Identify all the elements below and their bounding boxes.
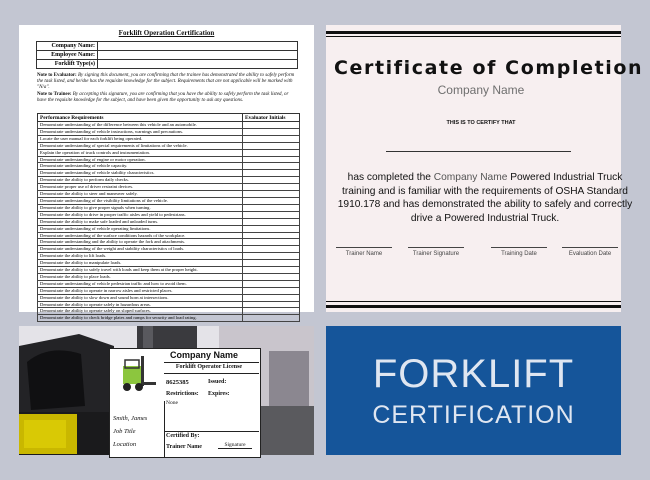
operator-license-card <box>109 348 261 458</box>
evaluator-initials-cell <box>243 239 300 246</box>
requirement-row <box>38 246 300 253</box>
evaluator-initials-cell <box>243 128 300 135</box>
training-date-line: Training Date <box>491 247 547 257</box>
requirement-text: Demonstrate understanding of the weight and stability characteristics of loads. <box>38 246 243 253</box>
issued-label: Issued: <box>208 379 227 385</box>
requirement-row <box>38 301 300 308</box>
requirement-text: Demonstrate proper use of driver restraint devices. <box>38 184 243 191</box>
signature-row <box>326 247 646 267</box>
requirement-text: Demonstrate understanding of vehicle instructions, warnings and precautions. <box>38 128 243 135</box>
requirement-row <box>38 204 300 211</box>
requirement-row <box>38 287 300 294</box>
requirement-row <box>38 135 300 142</box>
requirement-text: Demonstrate the ability to lift loads. <box>38 253 243 260</box>
requirement-text: Demonstrate understanding of vehicle stability characteristics. <box>38 170 243 177</box>
requirement-row <box>38 122 300 129</box>
trainer-name-line: Trainer Name <box>336 247 392 257</box>
evaluation-date-line: Evaluation Date <box>562 247 618 257</box>
form-header-fields <box>36 41 298 69</box>
requirements-table <box>37 113 300 322</box>
company-name-value <box>98 42 298 51</box>
forklift-type-label: Forklift Type(s) <box>37 60 98 69</box>
expires-label: Expires: <box>208 391 230 397</box>
banner-title: FORKLIFT <box>372 352 575 396</box>
evaluator-initials-cell <box>243 232 300 239</box>
requirement-row <box>38 149 300 156</box>
evaluator-initials-cell <box>243 267 300 274</box>
requirement-text: Demonstrate understanding of vehicle operating limitations. <box>38 225 243 232</box>
license-divider <box>164 373 259 374</box>
evaluator-initials-cell <box>243 218 300 225</box>
requirement-text: Demonstrate understanding and the ability to operate the fork and attachments. <box>38 239 243 246</box>
requirement-row <box>38 156 300 163</box>
signature-label: Signature <box>218 442 252 449</box>
certificate-image <box>326 25 644 312</box>
bottom-border-rule-thin <box>326 301 621 302</box>
requirement-row <box>38 163 300 170</box>
requirement-row <box>38 184 300 191</box>
evaluator-initials-cell <box>243 156 300 163</box>
evaluator-initials-cell <box>243 315 300 322</box>
license-photo-image <box>19 326 314 455</box>
evaluator-initials-cell <box>243 280 300 287</box>
body-line2: training and is familiar with the requirements of OSHA Standard <box>342 185 628 197</box>
restrictions-label: Restrictions: <box>166 391 199 397</box>
requirement-text: Demonstrate the ability to check bridge plates and ramps for security and load rating. <box>38 315 243 322</box>
evaluator-initials-cell <box>243 301 300 308</box>
license-vertical-divider <box>164 401 165 457</box>
note-evaluator-label: Note to Evaluator: <box>37 73 77 78</box>
requirement-text: Demonstrate understanding of vehicle capacity. <box>38 163 243 170</box>
evaluation-form-image <box>19 25 314 321</box>
requirement-row <box>38 253 300 260</box>
requirement-text: Demonstrate the ability to make safe loaded and unloaded turns. <box>38 218 243 225</box>
body-line3: 1910.178 and has demonstrated the ability to safely and correctly <box>337 199 633 210</box>
certified-by-label: Certified By: <box>166 433 200 439</box>
company-name-label: Company Name: <box>37 42 98 51</box>
requirement-row <box>38 170 300 177</box>
column-header-initials: Evaluator Initials <box>243 114 300 122</box>
evaluator-initials-cell <box>243 246 300 253</box>
requirement-row <box>38 211 300 218</box>
requirement-text: Demonstrate understanding of the visibility limitations of the vehicle. <box>38 197 243 204</box>
license-company-name: Company Name <box>170 350 239 360</box>
evaluator-initials-cell <box>243 122 300 129</box>
requirement-text: Demonstrate the ability to operate in narrow aisles and restricted places. <box>38 287 243 294</box>
location: Location <box>113 441 137 448</box>
requirement-text: Demonstrate the ability to steer and maneuver safely. <box>38 191 243 198</box>
evaluator-initials-cell <box>243 184 300 191</box>
forklift-type-value <box>98 60 298 69</box>
requirement-text: Demonstrate understanding of the surface conditions hazards of the workplace. <box>38 232 243 239</box>
requirement-row <box>38 273 300 280</box>
requirement-text: Demonstrate the ability to drive in proper traffic aisles and yield to pedestrians. <box>38 211 243 218</box>
requirement-row <box>38 218 300 225</box>
evaluator-initials-cell <box>243 273 300 280</box>
requirement-row <box>38 177 300 184</box>
evaluator-initials-cell <box>243 197 300 204</box>
forklift-certification-banner <box>326 326 621 455</box>
body-company: Company Name <box>433 172 508 183</box>
evaluator-initials-cell <box>243 170 300 177</box>
evaluator-initials-cell <box>243 308 300 315</box>
requirement-text: Demonstrate understanding of special requirements of limitations of the vehicle. <box>38 142 243 149</box>
trainer-signature-line: Trainer Signature <box>408 247 464 257</box>
top-border-rule-thin <box>326 36 621 37</box>
employee-name-value <box>98 51 298 60</box>
body-line1-post: Powered Industrial Truck <box>507 172 623 183</box>
requirement-text: Demonstrate the ability to give proper signals when turning. <box>38 204 243 211</box>
note-trainee-label: Note to Trainee: <box>37 91 72 97</box>
requirement-row <box>38 142 300 149</box>
requirement-row <box>38 308 300 315</box>
requirement-row <box>38 280 300 287</box>
requirement-text: Demonstrate the ability to slow down and sound horn at intersections. <box>38 294 243 301</box>
trainer-name-label: Trainer Name <box>166 444 202 450</box>
evaluator-initials-cell <box>243 287 300 294</box>
evaluator-initials-cell <box>243 260 300 267</box>
requirement-text: Demonstrate the ability to operate safely on sloped surfaces. <box>38 308 243 315</box>
employee-name: Smith, James <box>113 415 148 422</box>
evaluator-initials-cell <box>243 204 300 211</box>
recipient-name-line <box>386 151 571 152</box>
evaluator-initials-cell <box>243 163 300 170</box>
requirement-row <box>38 267 300 274</box>
top-border-rule <box>326 31 621 34</box>
requirement-row <box>38 232 300 239</box>
evaluator-initials-cell <box>243 149 300 156</box>
license-number: 8625385 <box>166 379 189 386</box>
evaluator-initials-cell <box>243 191 300 198</box>
license-divider <box>164 362 259 363</box>
column-header-requirements: Performance Requirements <box>38 114 243 122</box>
evaluator-initials-cell <box>243 294 300 301</box>
requirement-row <box>38 294 300 301</box>
requirement-text: Demonstrate the ability to place loads. <box>38 273 243 280</box>
body-line1-pre: has completed the <box>347 172 434 183</box>
requirement-row <box>38 225 300 232</box>
certify-text: THIS IS TO CERTIFY THAT <box>446 120 516 126</box>
forklift-icon <box>113 352 159 398</box>
requirement-text: Demonstrate the ability to manipulate loads. <box>38 260 243 267</box>
form-notes <box>37 73 299 104</box>
requirement-row <box>38 197 300 204</box>
certificate-title: Certificate of Completion <box>334 57 644 79</box>
certificate-body <box>320 171 650 225</box>
body-line4: drive a Powered Industrial Truck. <box>410 212 560 224</box>
employee-info <box>113 412 147 451</box>
license-title: Forklift Operator License <box>175 364 243 370</box>
requirement-row <box>38 315 300 322</box>
requirement-text: Demonstrate understanding of vehicle pedestrian traffic and how to avoid them. <box>38 280 243 287</box>
license-divider <box>164 431 259 432</box>
requirement-row <box>38 128 300 135</box>
requirement-text: Demonstrate the ability to operate safely in hazardous areas. <box>38 301 243 308</box>
job-title: Job Title <box>113 428 136 435</box>
requirement-text: Explain the operation of truck controls and instrumentation. <box>38 149 243 156</box>
employee-name-label: Employee Name: <box>37 51 98 60</box>
evaluator-initials-cell <box>243 225 300 232</box>
requirements-body <box>38 122 300 322</box>
requirement-row <box>38 191 300 198</box>
requirement-row <box>38 260 300 267</box>
banner-subtitle: CERTIFICATION <box>372 401 575 429</box>
evaluator-initials-cell <box>243 211 300 218</box>
evaluator-initials-cell <box>243 177 300 184</box>
requirement-row <box>38 239 300 246</box>
evaluator-initials-cell <box>243 253 300 260</box>
restrictions-value: None <box>166 400 178 406</box>
requirement-text: Demonstrate understanding of the difference between this vehicle and an automobile. <box>38 122 243 129</box>
certificate-company: Company Name <box>437 83 525 97</box>
note-trainee-text: By accepting this signature, you are confirming that you have the ability to safely perform the task listed, or have the requisite knowledge for the subject, and have been given the opportunity to ask any questions. <box>37 91 289 103</box>
evaluator-initials-cell <box>243 142 300 149</box>
requirement-text: Demonstrate the ability to safely travel with loads and keep them at the proper height. <box>38 267 243 274</box>
requirement-text: Locate the user manual for each forklift being operated. <box>38 135 243 142</box>
requirement-text: Demonstrate the ability to perform daily checks. <box>38 177 243 184</box>
bottom-border-rule <box>326 305 621 308</box>
form-title: Forklift Operation Certification <box>118 29 215 37</box>
note-evaluator-text: By signing this document, you are confirming that the trainee has demonstrated the ability to safely perform the task listed, and he/she has the requisite knowledge for the subject. Requirements that are not applicable will be marked with "N/a". <box>37 73 295 91</box>
requirement-text: Demonstrate understanding of engine or motor operation. <box>38 156 243 163</box>
evaluator-initials-cell <box>243 135 300 142</box>
forklift-seat-icon <box>27 350 85 410</box>
